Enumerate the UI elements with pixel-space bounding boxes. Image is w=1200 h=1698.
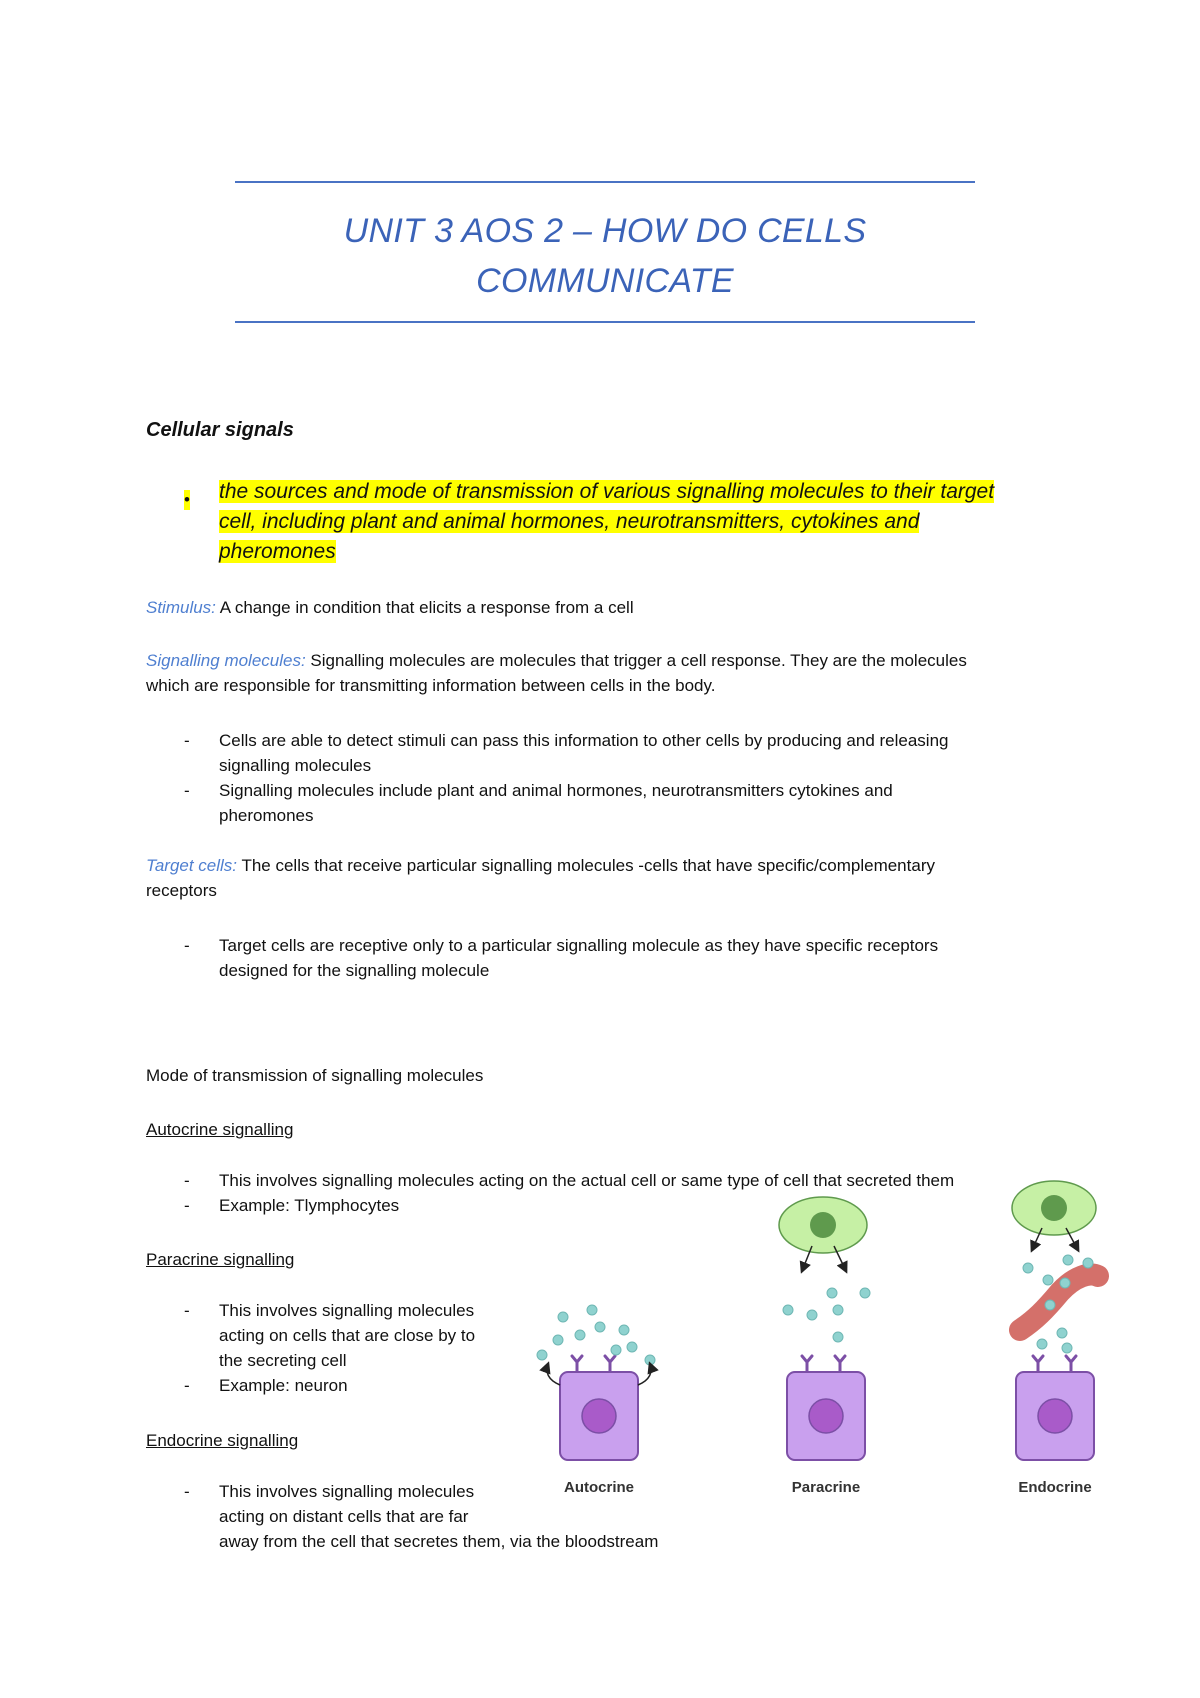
signalling-molecule (619, 1325, 629, 1335)
signalling-molecules-text-2: which are responsible for transmitting information between cells in the body. (146, 676, 716, 695)
endocrine-heading: Endocrine signalling (146, 1431, 299, 1450)
signalling-molecules-definition (146, 648, 1066, 698)
list-dash: - (184, 936, 190, 955)
target-cells-text-1: The cells that receive particular signalling molecules -cells that have specific/complementary (237, 856, 935, 875)
signalling-molecule (1062, 1343, 1072, 1353)
caption-endocrine: Endocrine (1018, 1479, 1092, 1496)
signalling-molecule (860, 1288, 870, 1298)
caption-autocrine: Autocrine (563, 1479, 635, 1496)
list-item (219, 933, 938, 983)
receptor-group (572, 1356, 615, 1372)
page-title-line1: UNIT 3 AOS 2 – HOW DO CELLS (343, 212, 867, 250)
signalling-molecules-text-1: Signalling molecules are molecules that trigger a cell response. They are the molecules (305, 651, 967, 670)
list-item (219, 728, 949, 778)
list-item-line: away from the cell that secretes them, via the bloodstream (219, 1532, 659, 1551)
nucleus (809, 1399, 843, 1433)
list-item-line: This involves signalling molecules (219, 1301, 475, 1320)
signalling-molecules (783, 1288, 870, 1342)
signalling-molecule (553, 1335, 563, 1345)
signalling-molecule (1083, 1258, 1093, 1268)
signalling-molecule (575, 1330, 585, 1340)
signalling-molecule (1060, 1278, 1070, 1288)
signalling-molecule (611, 1345, 621, 1355)
list-item-line: signalling molecules (219, 756, 372, 775)
stimulus-text: A change in condition that elicits a response from a cell (215, 598, 634, 617)
highlight-bullet: • (184, 490, 190, 509)
secreting-nucleus (810, 1212, 836, 1238)
list-item-line: This involves signalling molecules (219, 1482, 475, 1501)
highlight-line-2: cell, including plant and animal hormones, neurotransmitters, cytokines and (219, 510, 920, 533)
list-dash: - (184, 781, 190, 800)
list-item-line: acting on cells that are close by to (219, 1326, 476, 1345)
caption-paracrine: Paracrine (791, 1479, 861, 1496)
signalling-molecule (807, 1310, 817, 1320)
signalling-molecule (783, 1305, 793, 1315)
autocrine-heading: Autocrine signalling (146, 1120, 294, 1139)
autocrine-arrow-right (638, 1364, 651, 1385)
stimulus-definition (146, 595, 634, 620)
list-item (219, 1298, 475, 1373)
signalling-molecule (1037, 1339, 1047, 1349)
list-item-line: the secreting cell (219, 1351, 347, 1370)
list-dash: - (184, 731, 190, 750)
signalling-molecules-term: Signalling molecules: (146, 651, 306, 670)
receptor-group (802, 1356, 845, 1372)
list-dash: - (184, 1301, 190, 1320)
list-dash: - (184, 1196, 190, 1215)
list-item-line: acting on distant cells that are far (219, 1507, 469, 1526)
list-item-line: designed for the signalling molecule (219, 961, 490, 980)
list-dash: - (184, 1482, 190, 1501)
section-heading-cellular-signals: Cellular signals (146, 419, 294, 441)
signalling-modes-figure (520, 1180, 1120, 1520)
title-rule-top (235, 181, 975, 183)
list-dash: - (184, 1376, 190, 1395)
highlighted-syllabus-point (219, 477, 1049, 567)
list-item-line: Cells are able to detect stimuli can pass this information to other cells by producing and releasing (219, 731, 949, 750)
signalling-molecule (645, 1355, 655, 1365)
stimulus-term: Stimulus: (146, 598, 216, 617)
list-item-line: Signalling molecules include plant and animal hormones, neurotransmitters cytokines and (219, 781, 893, 800)
modes-heading: Mode of transmission of signalling molecules (146, 1066, 484, 1085)
signalling-molecules (537, 1305, 655, 1365)
paracrine-heading: Paracrine signalling (146, 1250, 295, 1269)
list-item (219, 778, 893, 828)
paracrine-diagram (779, 1197, 870, 1496)
list-dash: - (184, 1171, 190, 1190)
target-cells-text-2: receptors (146, 881, 217, 900)
signalling-molecule (827, 1288, 837, 1298)
autocrine-arrow-left (547, 1364, 560, 1385)
nucleus (582, 1399, 616, 1433)
highlight-line-1: the sources and mode of transmission of various signalling molecules to their target (219, 480, 995, 503)
list-item-line: Target cells are receptive only to a particular signalling molecule as they have specific receptors (219, 936, 939, 955)
signalling-molecule (833, 1332, 843, 1342)
target-cells-term: Target cells: (146, 856, 238, 875)
signalling-molecule (537, 1350, 547, 1360)
receptor-group (1033, 1356, 1076, 1372)
signalling-molecule (1057, 1328, 1067, 1338)
blood-vessel-body (1020, 1275, 1098, 1330)
endocrine-diagram (1011, 1181, 1101, 1496)
signalling-molecule (587, 1305, 597, 1315)
signalling-molecule (558, 1312, 568, 1322)
signalling-molecule (627, 1342, 637, 1352)
target-cells-definition (146, 853, 1066, 903)
list-item-line: pheromones (219, 806, 314, 825)
signalling-molecule (833, 1305, 843, 1315)
autocrine-diagram (537, 1305, 655, 1496)
signalling-molecule (1063, 1255, 1073, 1265)
signalling-molecule (1043, 1275, 1053, 1285)
secreting-nucleus (1041, 1195, 1067, 1221)
signalling-molecule (595, 1322, 605, 1332)
page-title-line2: COMMUNICATE (476, 262, 734, 300)
highlight-line-3: pheromones (219, 540, 336, 563)
list-item: Example: Tlymphocytes (219, 1196, 400, 1215)
title-rule-bottom (235, 321, 975, 323)
signalling-molecule (1023, 1263, 1033, 1273)
signalling-molecule (1045, 1300, 1055, 1310)
list-item: This involves signalling molecules acting on the actual cell or same type of cell that secreted them (219, 1171, 955, 1190)
nucleus (1038, 1399, 1072, 1433)
list-item: Example: neuron (219, 1376, 348, 1395)
